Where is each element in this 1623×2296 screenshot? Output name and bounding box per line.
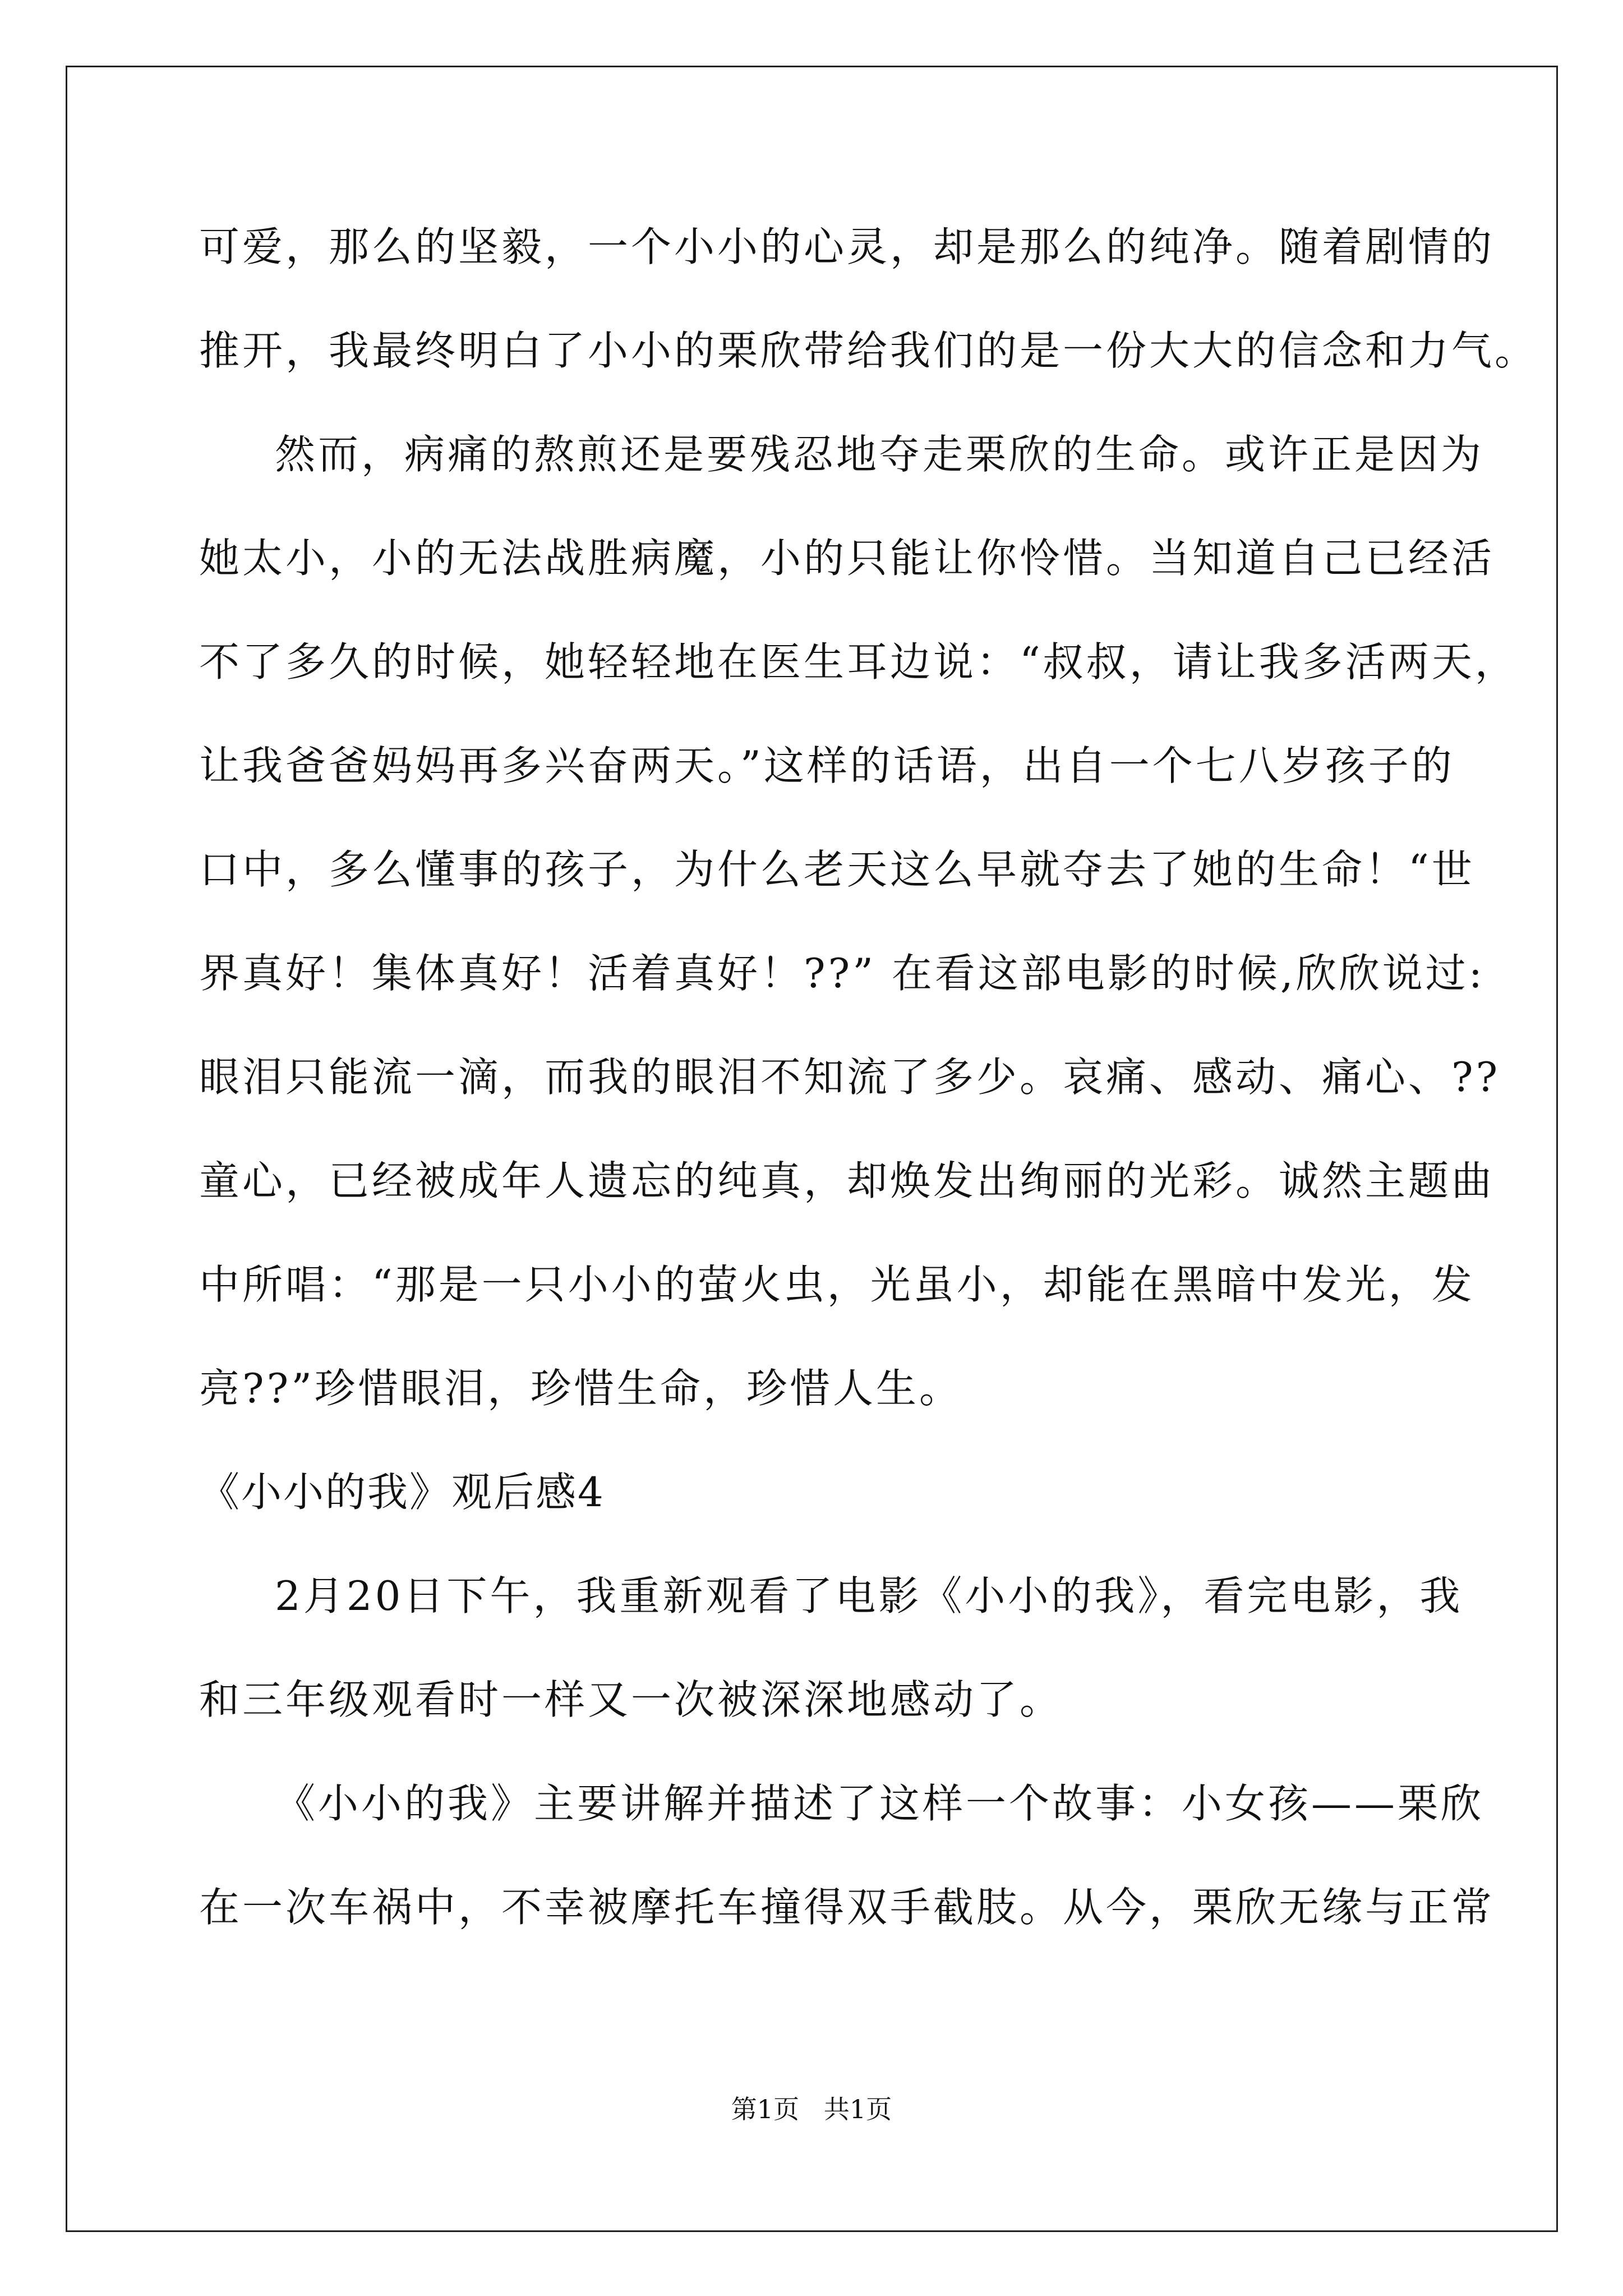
- text-line-14: 2月20日下午，我重新观看了电影《小小的我》，看完电影，我: [275, 1572, 1463, 1619]
- text-line-7: 口中，多么懂事的孩子，为什么老天这么早就夺去了她的生命！“世: [199, 846, 1475, 893]
- text-line-2: 推开，我最终明白了小小的栗欣带给我们的是一份大大的信念和力气。: [199, 327, 1538, 374]
- text-line-15: 和三年级观看时一样又一次被深深地感动了。: [199, 1676, 1063, 1723]
- page-footer: 第1页 共1页: [731, 2094, 892, 2124]
- text-line-5: 不了多久的时候，她轻轻地在医生耳边说：“叔叔，请让我多活两天，: [199, 638, 1518, 685]
- text-line-17: 在一次车祸中，不幸被摩托车撞得双手截肢。从今，栗欣无缘与正常: [199, 1884, 1495, 1931]
- text-line-11: 中所唱：“那是一只小小的萤火虫，光虽小，却能在黑暗中发光，发: [199, 1261, 1475, 1308]
- text-line-3: 然而，病痛的熬煎还是要残忍地夺走栗欣的生命。或许正是因为: [275, 431, 1484, 478]
- text-line-8: 界真好！集体真好！活着真好！??” 在看这部电影的时候,欣欣说过:: [199, 950, 1486, 997]
- text-line-1: 可爱，那么的坚毅，一个小小的心灵，却是那么的纯净。随着剧情的: [199, 223, 1495, 270]
- text-line-10: 童心，已经被成年人遗忘的纯真，却焕发出绚丽的光彩。诚然主题曲: [199, 1157, 1495, 1204]
- text-line-6: 让我爸爸妈妈再多兴奋两天。”这样的话语，出自一个七八岁孩子的: [199, 742, 1455, 789]
- text-line-4: 她太小，小的无法战胜病魔，小的只能让你怜惜。当知道自己已经活: [199, 535, 1495, 582]
- text-line-9: 眼泪只能流一滴，而我的眼泪不知流了多少。哀痛、感动、痛心、??: [199, 1053, 1501, 1101]
- text-line-16: 《小小的我》主要讲解并描述了这样一个故事：小女孩——栗欣: [275, 1780, 1484, 1827]
- section-heading: 《小小的我》观后感4: [199, 1469, 605, 1516]
- text-line-12: 亮??”珍惜眼泪，珍惜生命，珍惜人生。: [199, 1365, 963, 1412]
